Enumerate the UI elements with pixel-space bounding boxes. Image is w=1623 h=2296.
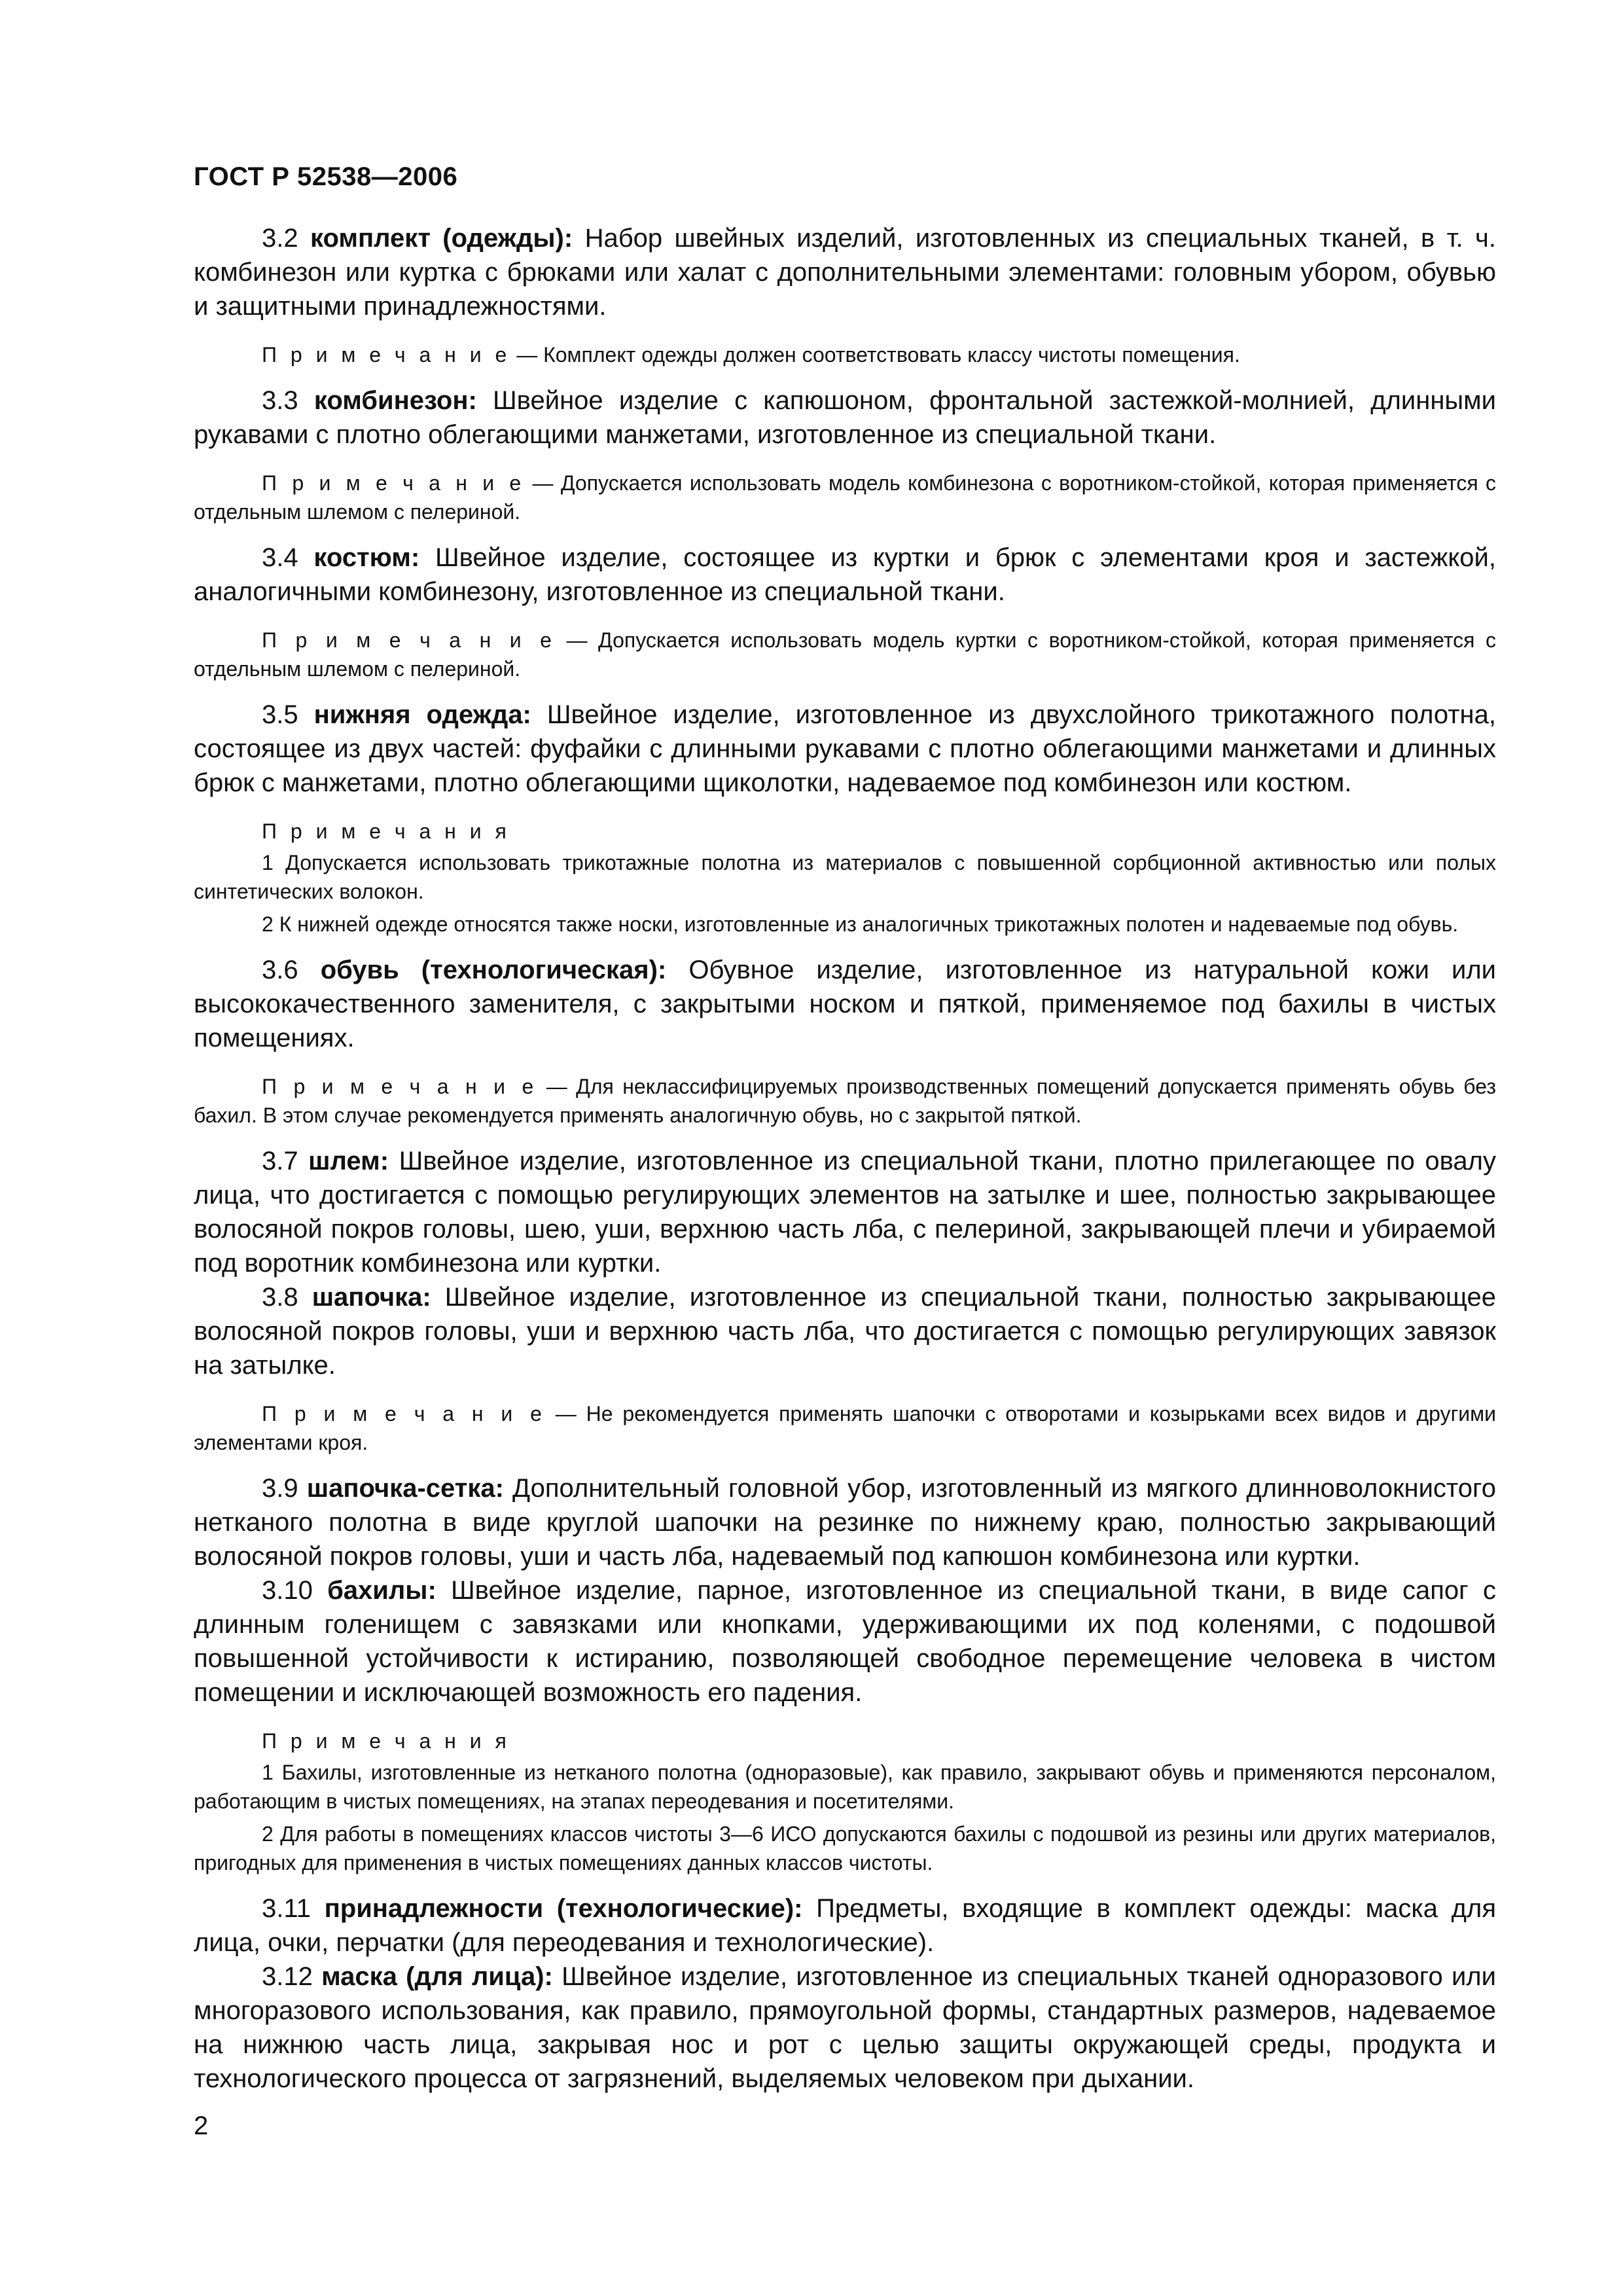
term-definition: Швейное изделие, изготовленное из двухслойного трикотажного полотна, состоящее из двух частей: фуфайки с длинными рукавами с плотно облегающими манжетами и длинных брюк с манжетами, плотно облегающими щиколотки, надеваемое под комбинезон или костюм.: [194, 700, 1497, 797]
note-3-2: [194, 340, 1496, 369]
note-text: Допускается использовать модель куртки с воротником-стойкой, которая применяется с отдельным шлемом с пелериной.: [194, 628, 1497, 681]
note-label: П р и м е ч а н и е: [262, 1402, 546, 1426]
section-number: 3.12: [262, 1962, 322, 1991]
note-label: П р и м е ч а н и е: [262, 343, 511, 367]
term-title: костюм:: [313, 543, 420, 572]
term-title: шапочка-сетка:: [306, 1474, 504, 1503]
term-title: шапочка:: [312, 1283, 431, 1312]
term-definition: Дополнительный головной убор, изготовленный из мягкого длинноволокнистого нетканого полотна в виде круглой шапочки на резинке по нижнему краю, полностью закрывающий волосяной покров головы, уши и часть лба, надеваемый под капюшон комбинезона или куртки.: [194, 1474, 1497, 1571]
section-3-3: [194, 384, 1496, 452]
note-3-6: [194, 1072, 1496, 1130]
term-definition: Швейное изделие с капюшоном, фронтальной застежкой-молнией, длинными рукавами с плотно облегающими манжетами, изготовленное из специальной ткани.: [194, 386, 1497, 449]
section-number: 3.8: [262, 1283, 312, 1312]
section-number: 3.7: [262, 1147, 309, 1175]
note-3-8: [194, 1399, 1496, 1457]
term-title: обувь (технологическая):: [320, 956, 667, 984]
notes-heading-3-10: [194, 1727, 1496, 1755]
section-3-2: [194, 221, 1496, 323]
term-title: маска (для лица):: [321, 1962, 553, 1991]
section-number: 3.10: [262, 1576, 328, 1605]
page-number: 2: [194, 2111, 209, 2140]
note-item: 1 Допускается использовать трикотажные полотна из материалов с повышенной сорбционной активностью или полых синтетических волокон.: [194, 851, 1496, 903]
notes-label: П р и м е ч а н и я: [262, 819, 510, 843]
term-definition: Швейное изделие, состоящее из куртки и брюк с элементами кроя и застежкой, аналогичными комбинезону, изготовленное из специальной ткани.: [194, 543, 1497, 606]
note-text: Комплект одежды должен соответствовать классу чистоты помещения.: [543, 343, 1240, 367]
section-3-11: [194, 1892, 1496, 1960]
section-number: 3.4: [262, 543, 314, 572]
term-definition: Швейное изделие, изготовленное из специальной ткани, полностью закрывающее волосяной покров головы, уши и верхнюю часть лба, что достигается с помощью регулирующих завязок на затылке.: [194, 1283, 1497, 1380]
note-label: П р и м е ч а н и е: [262, 471, 526, 495]
document-body: [194, 221, 1496, 2096]
note-label: П р и м е ч а н и е: [262, 628, 556, 652]
term-definition: Набор швейных изделий, изготовленных из специальных тканей, в т. ч. комбинезон или куртка с брюками или халат с дополнительными элементами: головным убором, обувью и защитными принадлежностями.: [194, 224, 1497, 321]
note-dash: —: [537, 1075, 577, 1098]
section-number: 3.9: [262, 1474, 307, 1503]
section-3-7: [194, 1144, 1496, 1280]
section-number: 3.11: [262, 1894, 325, 1923]
section-number: 3.5: [262, 700, 314, 729]
document-header: ГОСТ Р 52538—2006: [194, 162, 458, 191]
note-dash: —: [525, 471, 561, 495]
section-number: 3.2: [262, 224, 311, 253]
term-definition: Швейное изделие, изготовленное из специальных тканей одноразового или многоразового использования, как правило, прямоугольной формы, стандартных размеров, надеваемое на нижнюю часть лица, закрывая нос и рот с целью защиты окружающей среды, продукта и технологического процесса от загрязнений, выделяемых человеком при дыхании.: [194, 1962, 1496, 2093]
term-definition: Обувное изделие, изготовленное из натуральной кожи или высококачественного заменителя, с закрытыми носком и пяткой, применяемое под бахилы в чистых помещениях.: [194, 956, 1497, 1052]
term-title: комплект (одежды):: [310, 224, 573, 253]
section-number: 3.3: [262, 386, 314, 415]
term-definition: Швейное изделие, парное, изготовленное из специальной ткани, в виде сапог с длинным голенищем с завязками или кнопками, удерживающими их под коленями, с подошвой повышенной устойчивости к истиранию, позволяющей свободное перемещение человека в чистом помещении и исключающей возможность его падения.: [194, 1576, 1496, 1707]
section-3-10: [194, 1573, 1496, 1710]
note-3-4: [194, 626, 1496, 683]
section-3-9: [194, 1471, 1496, 1573]
note-text: Для неклассифицируемых производственных помещений допускается применять обувь без бахил. В этом случае рекомендуется применять аналогичную обувь, но с закрытой пяткой.: [194, 1075, 1497, 1127]
section-3-12: [194, 1960, 1496, 2096]
note-3-3: [194, 469, 1496, 526]
section-3-5: [194, 698, 1496, 800]
note-item: 2 Для работы в помещениях классов чистоты 3—6 ИСО допускаются бахилы с подошвой из резины или других материалов, пригодных для применения в чистых помещениях данных классов чистоты.: [194, 1822, 1496, 1874]
note-item: 2 К нижней одежде относятся также носки, изготовленные из аналогичных трикотажных полотен и надеваемые под обувь.: [262, 912, 1459, 936]
term-title: шлем:: [308, 1147, 389, 1175]
term-title: принадлежности (технологические):: [324, 1894, 803, 1923]
term-title: нижняя одежда:: [313, 700, 531, 729]
notes-heading-3-5: [194, 817, 1496, 846]
note-text: Допускается использовать модель комбинезона с воротником-стойкой, которая применяется с отдельным шлемом с пелериной.: [194, 471, 1497, 524]
note-dash: —: [555, 628, 599, 652]
term-definition: Швейное изделие, изготовленное из специальной ткани, плотно прилегающее по овалу лица, что достигается с помощью регулирующих элементов на затылке и шее, полностью закрывающее волосяной покров головы, шею, уши, верхнюю часть лба, с пелериной, закрывающей плечи и убираемой под воротник комбинезона или куртки.: [194, 1147, 1497, 1278]
term-title: комбинезон:: [313, 386, 477, 415]
note-label: П р и м е ч а н и е: [262, 1075, 538, 1098]
term-definition: Предметы, входящие в комплект одежды: маска для лица, очки, перчатки (для переодевания и технологические).: [194, 1894, 1497, 1957]
note-dash: —: [510, 343, 544, 367]
note-dash: —: [545, 1402, 586, 1426]
note-item: 1 Бахилы, изготовленные из нетканого полотна (одноразовые), как правило, закрывают обувь и применяются персоналом, работающим в чистых помещениях, на этапах переодевания и посетителями.: [194, 1761, 1496, 1813]
section-number: 3.6: [262, 956, 321, 984]
section-3-8: [194, 1280, 1496, 1382]
section-3-4: [194, 541, 1496, 609]
section-3-6: [194, 953, 1496, 1055]
note-text: Не рекомендуется применять шапочки с отворотами и козырьками всех видов и другими элементами кроя.: [194, 1402, 1497, 1454]
notes-label: П р и м е ч а н и я: [262, 1729, 510, 1753]
term-title: бахилы:: [327, 1576, 437, 1605]
